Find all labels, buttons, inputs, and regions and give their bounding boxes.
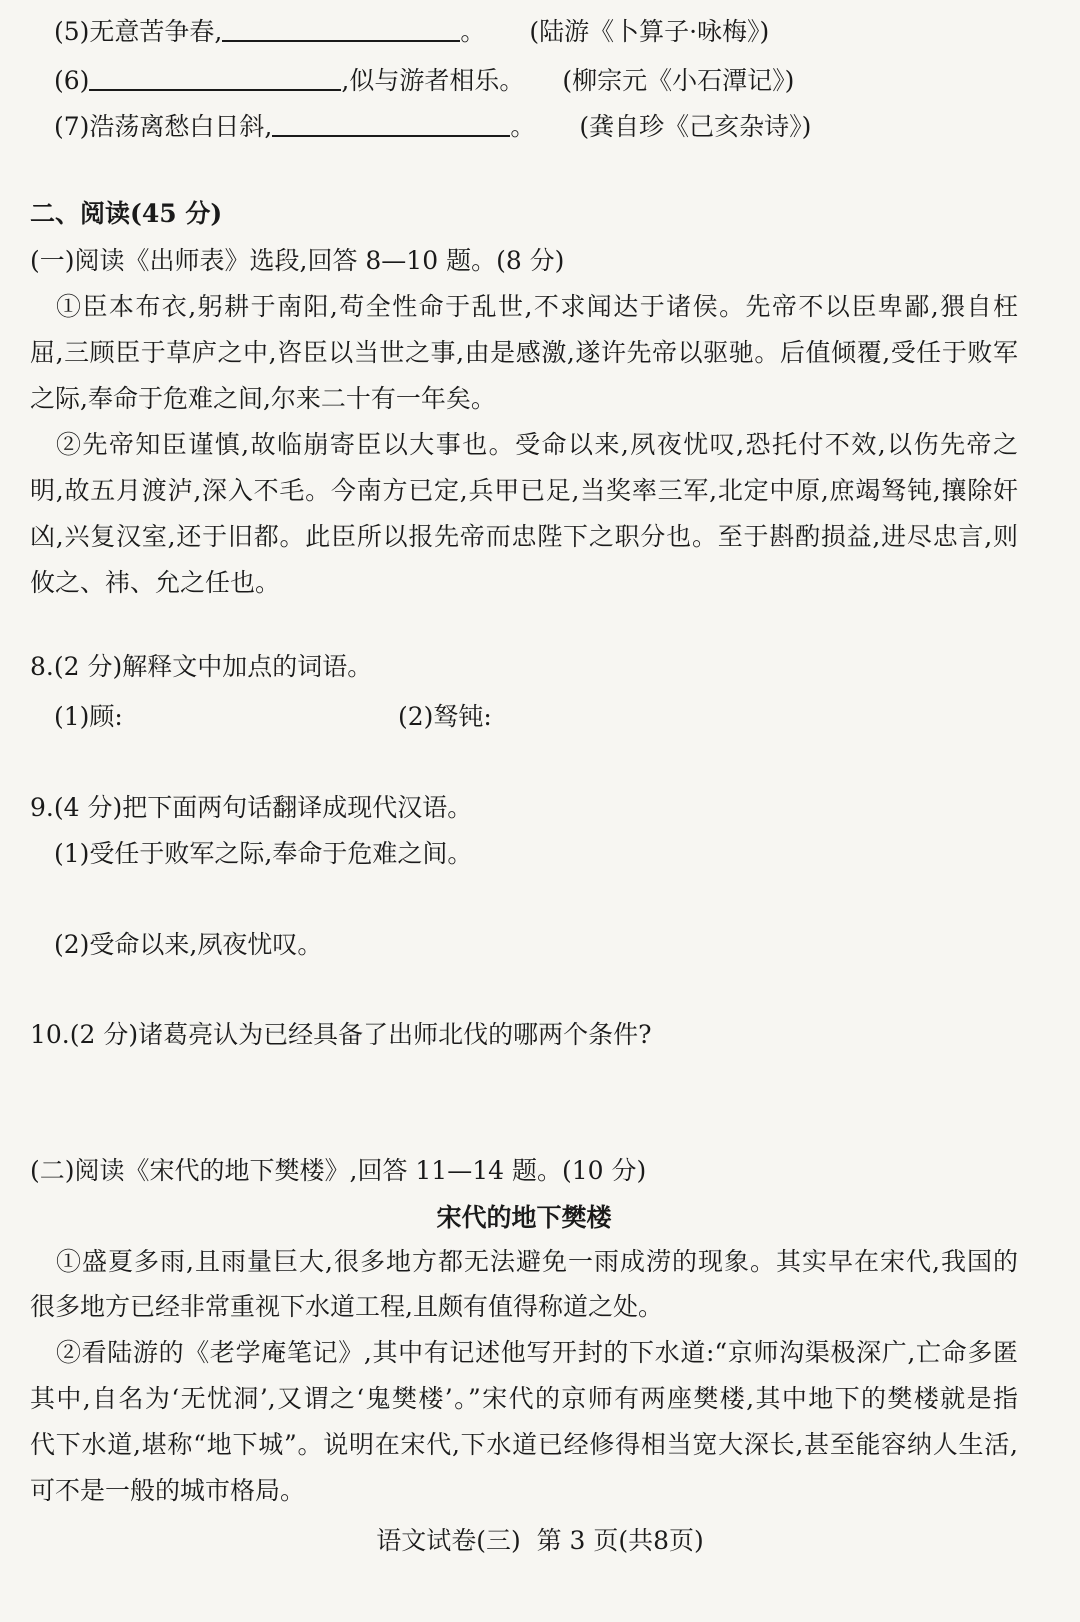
part2-intro: (二)阅读《宋代的地下樊楼》,回答 11—14 题。(10 分) [30,1156,647,1185]
blank-number: (7) [54,112,90,141]
question-8-sub1: (1)顾: [54,702,123,731]
passage-line: 代下水道,堪称“地下城”。说明在宋代,下水道已经修得相当宽大深长,甚至能容纳人生活, [30,1430,1018,1459]
blank-text-before: 无意苦争春, [89,17,223,46]
passage-line: 明,故五月渡泸,深入不毛。今南方已定,兵甲已足,当奖率三军,北定中原,庶竭驽钝,攘除奸 [30,476,1018,505]
passage-line: ①盛夏多雨,且雨量巨大,很多地方都无法避免一雨成涝的现象。其实早在宋代,我国的 [56,1247,1018,1276]
passage-line: 屈,三顾臣于草庐之中,咨臣以当世之事,由是感激,遂许先帝以驱驰。后值倾覆,受任于败军 [30,338,1018,367]
fill-blank-7 [54,110,811,144]
blank-text-after: 。 [460,17,486,46]
blank-source: (陆游《卜算子·咏梅》) [529,17,770,46]
passage-line: 攸之、祎、允之任也。 [30,568,281,597]
section-heading: 二、阅读(45 分) [30,199,223,228]
answer-blank[interactable] [272,111,510,137]
passage-line: 凶,兴复汉室,还于旧都。此臣所以报先帝而忠陛下之职分也。至于斟酌损益,进尽忠言,则 [30,522,1018,551]
passage-line: ①臣本布衣,躬耕于南阳,苟全性命于乱世,不求闻达于诸侯。先帝不以臣卑鄙,猥自枉 [56,292,1018,321]
question-8: 8.(2 分)解释文中加点的词语。 [30,652,373,681]
answer-blank[interactable] [222,16,460,42]
blank-text-before: 浩荡离愁白日斜, [89,112,273,141]
blank-source: (柳宗元《小石潭记》) [562,66,795,95]
question-9-sub2: (2)受命以来,夙夜忧叹。 [54,930,323,959]
blank-text-after: 。 [510,112,536,141]
passage-line: 可不是一般的城市格局。 [30,1476,306,1505]
passage-line: 之际,奉命于危难之间,尔来二十有一年矣。 [30,384,496,413]
page-footer: 语文试卷(三) 第 3 页(共8页) [376,1526,704,1555]
fill-blank-6 [54,64,794,98]
question-9: 9.(4 分)把下面两句话翻译成现代汉语。 [30,793,473,822]
part1-intro: (一)阅读《出师表》选段,回答 8—10 题。(8 分) [30,246,565,275]
blank-source: (龚自珍《己亥杂诗》) [579,112,812,141]
question-10: 10.(2 分)诸葛亮认为已经具备了出师北伐的哪两个条件? [30,1020,652,1049]
blank-number: (5) [54,17,90,46]
passage-line: 很多地方已经非常重视下水道工程,且颇有值得称道之处。 [30,1292,663,1321]
question-9-sub1: (1)受任于败军之际,奉命于危难之间。 [54,839,473,868]
question-8-sub2: (2)驽钝: [398,702,492,731]
blank-text-after: ,似与游者相乐。 [341,66,525,95]
blank-number: (6) [54,66,90,95]
passage-line: 其中,自名为‘无忧洞’,又谓之‘鬼樊楼’。”宋代的京师有两座樊楼,其中地下的樊楼就是指 [30,1384,1018,1413]
passage-line: ②看陆游的《老学庵笔记》,其中有记述他写开封的下水道:“京师沟渠极深广,亡命多匿 [56,1338,1018,1367]
article-title: 宋代的地下樊楼 [436,1203,612,1232]
fill-blank-5 [54,15,769,49]
passage-line: ②先帝知臣谨慎,故临崩寄臣以大事也。受命以来,夙夜忧叹,恐托付不效,以伤先帝之 [56,430,1018,459]
answer-blank[interactable] [89,65,341,91]
